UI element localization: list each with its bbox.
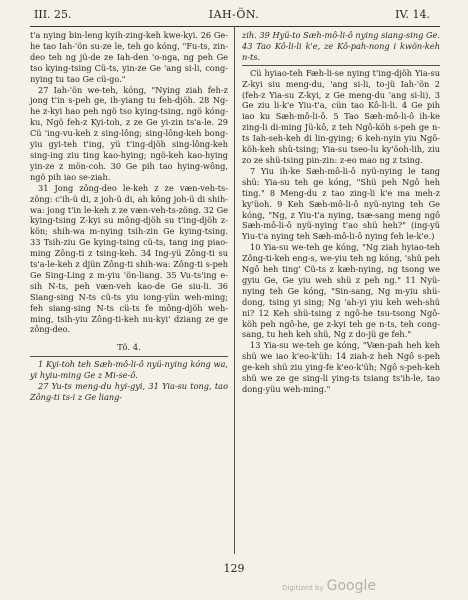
page-number: 129 [223,562,245,575]
header-right: IV. 14. [395,8,430,21]
paragraph: 31 Jong zông-deo le-keh z ze væn-veh-ts-zöng: c'ih-ü di, z joh-ü di, ah kóng joh-ü di shih-wa: jong t'in le-keh z ze væn-veh-ts-zöng. 32 Ge kying-tsing Z-kyi su mông-djöh su t'ing-djöh z-kön; shih-wa m-nying tsih-zin Ge kying-tsing. 33 Tsih-ziu Ge kying-tsing cü-ts, tang ing piao-ming Zông-ti z tsing-keh. 34 Ing-yü Zông-ti su ts'a-le-keh z djün Zông-ti shih-wa: Zông-ti s-peh Ge Sing-Ling z m-yiu 'ön-liang. 35 Vu-ts'ing e-sih N-ts, peh væn-veh kao-de Ge siu-li. 36 Siang-sing N-ts cü-ts yiu iong-yün weh-ming; feh siang-sing N-ts cü-ts fe mông-djöh weh-ming, tsih-yiu Zông-ti-keh nu-kyi' dziang ze ge zông-deo. [30,182,228,335]
chapter-summary: 1 Kyi-toh teh Sæh-mô-li-ô nyü-nying kóng wa, yi hyiu-ming Ge z Mi-se-ô. [30,359,228,381]
chapter-summary: 27 Yu-ts meng-du hyi-gyi, 31 Yia-su tong, tao Zông-ti ts-i z Ge liang- [30,381,228,402]
paragraph: 7 Yiu ih-ke Sæh-mô-li-ô nyü-nying le tang shü: Yia-su teh ge kóng, "Shü peh Ngô heh ting." 8 Meng-du z tao zing-li k'e ma meh-z ky'üoh. 9 Keh Sæh-mô-li-ô nyü-nying teh Ge kóng, "Ng, z Yiu-t'a nying, tsæ-sang meng ngô Sæh-mô-li-ô nyü-nying t'ao shü heh?" (ing-yü Yiu-t'a nying teh Sæh-mô-li-ô nying feh le-k'e.) [242,165,440,242]
header-left: III. 25. [34,8,72,21]
paragraph: 10 Yia-su we-teh ge kóng, "Ng ziah hyiao-teh Zông-ti-keh eng-s, we-yiu teh ng kóng, 'shü peh Ngô heh ting' Cü-ts z kæh-nying, ng tsong we gyiu Ge, Ge yiu weh shü z peh ng." 11 Nyü-nying teh Ge kóng, "Sin-sang, Ng m-yiu shü-dong, tsing yi sing; Ng 'ah-yi yiu keh weh-shü ni? 12 Keh shü-tsing z ngô-he tsu-tsong Ngô-köh peh ngô-he, ge z-kyi teh ge n-ts, teh cong-sang, tu heh keh shü, Ng z do-jü ge feh." [242,242,440,340]
left-column [30,30,228,403]
summary-rule [242,65,440,66]
paragraph: 13 Yia-su we-teh ge kóng, "Væn-pah heh keh shü we iao k'eo-k'üh: 14 ziah-z heh Ngô s-peh ge-keh shü ziu ying-fe k'eo-k'üh; Ngô s-peh-keh shü we ze ge sing-li ying-ts tsiang ts'ih-le, tao dong-yüu weh-ming." [242,340,440,394]
paragraph: Cü hyiao-teh Fæh-li-se nying t'ing-djöh Yia-su Z-kyi siu meng-du, 'ang si-li, to-jü Iah-'ön 2 (feh-z Yia-su Z-kyi, z Ge meng-du 'ang si-li), 3 Ge ziu li-k'e Yiu-t'a, cün tao Kô-li-li. 4 Ge pih iao ku Sæh-mô-li-ô. 5 Tao Sæh-mô-li-ô ih-ke zing-li di-ming Jü-kô, z teh Ngô-köh s-peh ge n-ts Iah-seh-keh di lin-gying; 6 keh-nyin yiu Ngô-köh-keh shü-tsing; Yia-su tseo-lu ky'öoh-lih, ziu zo ze shü-tsing pin-zin: z-eo mao ng z tsing. [242,67,440,165]
header-title: IAH-ÖN. [208,8,260,21]
digitized-watermark [282,578,376,594]
chapter-heading: Tö. 4. [117,343,141,354]
chapter-rule [30,356,228,357]
running-header [30,8,438,26]
chapter-summary-continued: zih. 39 Hyü-to Sæh-mô-li-ô nying siang-sing Ge. 43 Tao Kô-li-li k'e, ze Kô-pah-nong i kwön-keh n-ts. [242,30,440,62]
watermark-brand: Google [326,578,376,594]
watermark-prefix: Digitized by [281,584,324,592]
column-divider [234,26,235,554]
paragraph: t'a nying bin-leng kyih-zing-keh kwe-kyi. 26 Ge-he tao Iah-'ön su-ze le, teh go kóng, "Fu-ts, zin-deo teh ng jü-de ze Iah-den 'o-nga, ng peh Ge tso kying-tsing Cü-ts, yin-ze Ge 'ang si-li, cong-nying tu tao Ge cü-go." [30,30,228,84]
paragraph: 27 Iah-'ön we-teh, kóng, "Nying ziah feh-z jong t'in s-peh ge, ih-yiang tu feh-djöh. 28 Ng-he z-kyi hao peh ngö tso kying-tsing, ngö kóng-ku, Ngö feh-z Kyi-toh, z ze Ge yi-zin ts'a-le. 29 Cü 'ing-vu-keh z sing-lông; sing-lông-keh bong-yiu gyi-teh t'ing, yü t'ing-djöh sing-lông-keh sing-ing ziu ting kao-hying; ngö-keh kao-hying yin-ze z mön-coh. 30 Ge pih tao hying-wông, ngö pih iao se-ziah. [30,84,228,182]
header-rule [30,26,440,27]
right-column [242,30,440,395]
